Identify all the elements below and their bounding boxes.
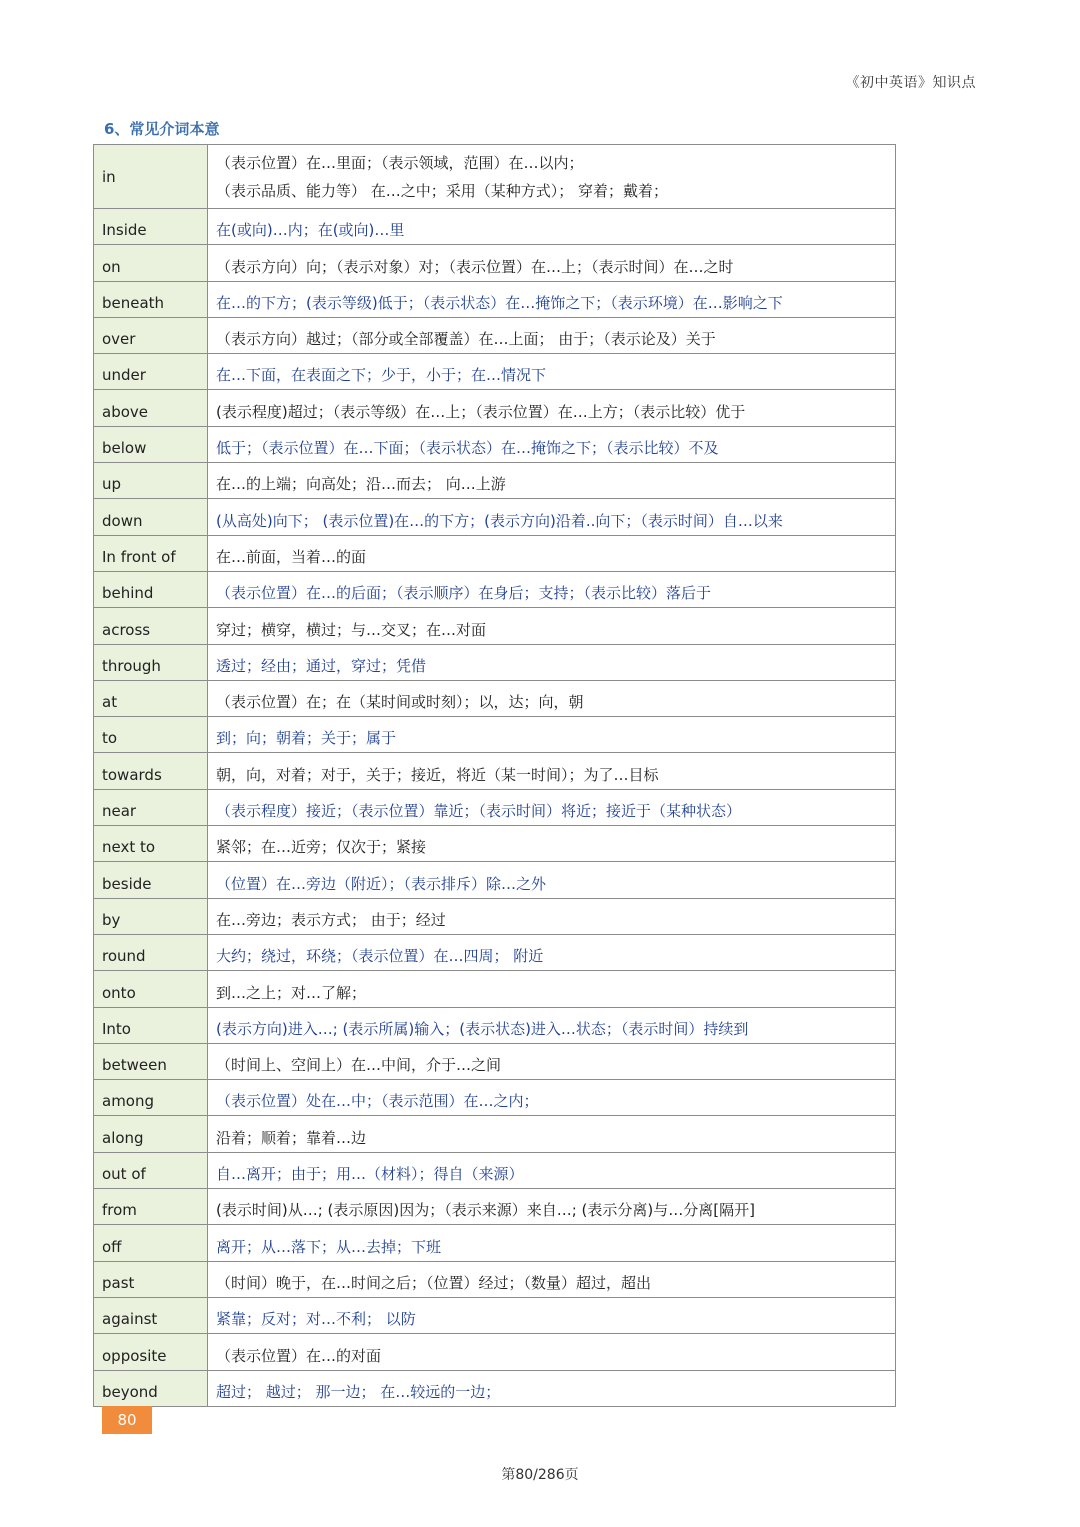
table-row: [94, 1043, 896, 1079]
preposition-word: beyond: [94, 1370, 208, 1406]
preposition-word: at: [94, 680, 208, 716]
table-row: [94, 1007, 896, 1043]
preposition-meaning: 低于；（表示位置）在…下面；（表示状态）在…掩饰之下；（表示比较）不及: [208, 426, 896, 462]
page-counter: 第80/286页: [501, 1467, 579, 1483]
table-row: [94, 209, 896, 245]
preposition-meaning: 离开；从…落下；从…去掉；下班: [208, 1225, 896, 1261]
table-row: [94, 680, 896, 716]
table-row: [94, 608, 896, 644]
preposition-word: next to: [94, 826, 208, 862]
preposition-word: up: [94, 463, 208, 499]
table-row: [94, 644, 896, 680]
preposition-meaning: [208, 145, 896, 209]
table-row: [94, 426, 896, 462]
table-row: [94, 1116, 896, 1152]
preposition-word: Inside: [94, 209, 208, 245]
preposition-word: off: [94, 1225, 208, 1261]
page-number-badge: 80: [102, 1406, 152, 1434]
table-row: [94, 281, 896, 317]
preposition-meaning: 大约；绕过，环绕；（表示位置）在…四周； 附近: [208, 934, 896, 970]
preposition-meaning: 朝，向，对着；对于，关于；接近，将近（某一时间）；为了…目标: [208, 753, 896, 789]
preposition-word: opposite: [94, 1334, 208, 1370]
preposition-word: beneath: [94, 281, 208, 317]
preposition-word: on: [94, 245, 208, 281]
preposition-word: over: [94, 317, 208, 353]
preposition-meaning: （表示位置）处在…中；（表示范围）在…之内；: [208, 1080, 896, 1116]
preposition-word: towards: [94, 753, 208, 789]
preposition-meaning: （表示程度）接近；（表示位置）靠近；（表示时间）将近；接近于（某种状态）: [208, 789, 896, 825]
table-row: [94, 934, 896, 970]
preposition-meaning: 穿过；横穿，横过；与…交叉；在…对面: [208, 608, 896, 644]
table-row: [94, 1189, 896, 1225]
preposition-word: out of: [94, 1152, 208, 1188]
table-row: [94, 717, 896, 753]
preposition-table: [93, 144, 896, 1407]
table-row: [94, 1225, 896, 1261]
preposition-word: by: [94, 898, 208, 934]
preposition-word: against: [94, 1297, 208, 1333]
table-row: [94, 789, 896, 825]
preposition-word: down: [94, 499, 208, 535]
preposition-meaning: 在…的上端；向高处；沿…而去； 向…上游: [208, 463, 896, 499]
preposition-meaning: （表示位置）在…的后面；（表示顺序）在身后；支持；（表示比较）落后于: [208, 571, 896, 607]
table-row: [94, 862, 896, 898]
preposition-meaning: （位置）在…旁边（附近）；（表示排斥）除…之外: [208, 862, 896, 898]
preposition-word: across: [94, 608, 208, 644]
preposition-meaning: （表示位置）在…的对面: [208, 1334, 896, 1370]
preposition-meaning: (表示程度)超过；（表示等级）在…上；（表示位置）在…上方；（表示比较）优于: [208, 390, 896, 426]
preposition-word: behind: [94, 571, 208, 607]
table-row: [94, 245, 896, 281]
preposition-word: round: [94, 934, 208, 970]
table-row: [94, 1261, 896, 1297]
preposition-word: in: [94, 145, 208, 209]
table-row: [94, 354, 896, 390]
preposition-meaning: 在…的下方；(表示等级)低于；（表示状态）在…掩饰之下；（表示环境）在…影响之下: [208, 281, 896, 317]
table-row: [94, 971, 896, 1007]
preposition-word: under: [94, 354, 208, 390]
preposition-meaning: 超过； 越过； 那一边； 在…较远的一边；: [208, 1370, 896, 1406]
preposition-word: along: [94, 1116, 208, 1152]
preposition-word: beside: [94, 862, 208, 898]
preposition-word: near: [94, 789, 208, 825]
section-heading: 6、常见介词本意: [104, 120, 220, 138]
table-row: [94, 1080, 896, 1116]
preposition-meaning: （表示方向）越过；（部分或全部覆盖）在…上面； 由于；（表示论及）关于: [208, 317, 896, 353]
preposition-meaning: 在…旁边；表示方式； 由于；经过: [208, 898, 896, 934]
table-row: [94, 1297, 896, 1333]
preposition-word: to: [94, 717, 208, 753]
preposition-meaning: 到…之上；对…了解；: [208, 971, 896, 1007]
preposition-meaning: 在(或向)…内；在(或向)…里: [208, 209, 896, 245]
preposition-meaning: 紧邻；在…近旁；仅次于；紧接: [208, 826, 896, 862]
preposition-table-body: [94, 145, 896, 1407]
preposition-word: Into: [94, 1007, 208, 1043]
preposition-word: between: [94, 1043, 208, 1079]
preposition-word: In front of: [94, 535, 208, 571]
preposition-meaning: （时间上、空间上）在…中间，介于…之间: [208, 1043, 896, 1079]
table-row: [94, 753, 896, 789]
preposition-meaning: （表示方向）向；（表示对象）对；（表示位置）在…上；（表示时间）在…之时: [208, 245, 896, 281]
preposition-meaning: 在…前面，当着…的面: [208, 535, 896, 571]
table-row: [94, 317, 896, 353]
preposition-meaning: 沿着；顺着；靠着…边: [208, 1116, 896, 1152]
preposition-meaning: (表示时间)从…; (表示原因)因为；（表示来源）来自…; (表示分离)与…分离[隔开]: [208, 1189, 896, 1225]
preposition-meaning: 透过；经由；通过，穿过；凭借: [208, 644, 896, 680]
preposition-meaning: 到；向；朝着；关于；属于: [208, 717, 896, 753]
preposition-word: onto: [94, 971, 208, 1007]
table-row: [94, 499, 896, 535]
table-row: [94, 826, 896, 862]
preposition-meaning: 紧靠；反对；对…不利； 以防: [208, 1297, 896, 1333]
meaning-line: （表示位置）在…里面；（表示领域，范围）在…以内；: [216, 153, 584, 172]
table-row: [94, 898, 896, 934]
preposition-word: among: [94, 1080, 208, 1116]
preposition-meaning: （时间）晚于，在…时间之后；（位置）经过；（数量）超过，超出: [208, 1261, 896, 1297]
preposition-word: from: [94, 1189, 208, 1225]
table-row: [94, 463, 896, 499]
preposition-word: through: [94, 644, 208, 680]
preposition-word: below: [94, 426, 208, 462]
table-row: [94, 1370, 896, 1406]
preposition-meaning: (从高处)向下； (表示位置)在…的下方；(表示方向)沿着..向下；（表示时间）自…以来: [208, 499, 896, 535]
table-row: [94, 1152, 896, 1188]
table-row: [94, 1334, 896, 1370]
meaning-line: （表示品质、能力等） 在…之中；采用（某种方式）； 穿着；戴着；: [216, 181, 669, 200]
document-header-title: 《初中英语》知识点: [845, 75, 976, 91]
table-row: [94, 535, 896, 571]
preposition-word: above: [94, 390, 208, 426]
preposition-meaning: 在…下面，在表面之下；少于，小于；在…情况下: [208, 354, 896, 390]
preposition-meaning: (表示方向)进入…; (表示所属)输入；(表示状态)进入…状态；（表示时间）持续到: [208, 1007, 896, 1043]
preposition-word: past: [94, 1261, 208, 1297]
preposition-meaning: 自…离开；由于；用…（材料）；得自（来源）: [208, 1152, 896, 1188]
table-row: [94, 145, 896, 209]
preposition-meaning: （表示位置）在；在（某时间或时刻）；以，达；向，朝: [208, 680, 896, 716]
table-row: [94, 571, 896, 607]
table-row: [94, 390, 896, 426]
